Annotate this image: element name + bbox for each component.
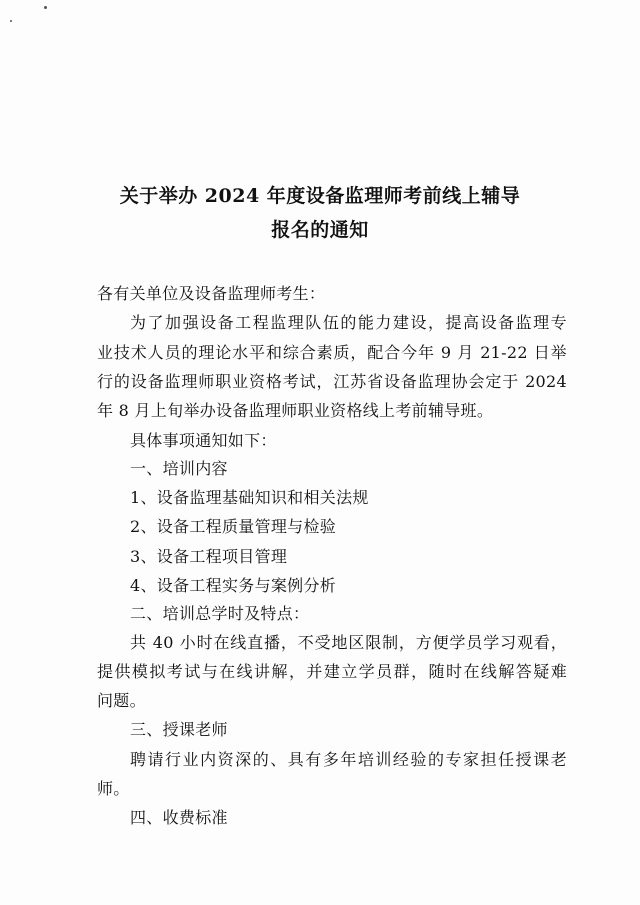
section-heading: 四、收费标准 — [130, 808, 228, 827]
paragraph-line: 业技术人员的理论水平和综合素质，配合今年 9 月 21-22 日举 — [97, 343, 567, 362]
paragraph-line: 问题。 — [97, 691, 146, 710]
list-item: 4、设备工程实务与案例分析 — [130, 576, 337, 595]
scan-speck — [44, 6, 47, 9]
list-item: 2、设备工程质量管理与检验 — [130, 517, 337, 536]
paragraph-line: 为了加强设备工程监理队伍的能力建设，提高设备监理专 — [130, 313, 567, 332]
list-item: 3、设备工程项目管理 — [130, 547, 288, 566]
paragraph-line: 共 40 小时在线直播，不受地区限制，方便学员学习观看， — [130, 633, 567, 652]
paragraph-line: 行的设备监理师职业资格考试，江苏省设备监理协会定于 2024 — [97, 372, 567, 391]
salutation: 各有关单位及设备监理师考生： — [97, 284, 326, 303]
list-item: 1、设备监理基础知识和相关法规 — [130, 488, 369, 507]
intro-text: 具体事项通知如下： — [130, 431, 277, 450]
document-title-line-1: 关于举办 2024 年度设备监理师考前线上辅导 — [119, 185, 521, 207]
paragraph-line: 聘请行业内资深的、具有多年培训经验的专家担任授课老 — [130, 750, 567, 769]
section-heading: 二、培训总学时及特点： — [130, 604, 310, 623]
paragraph-line: 提供模拟考试与在线讲解，并建立学员群，随时在线解答疑难 — [97, 662, 567, 681]
scan-speck — [10, 20, 12, 22]
document-title-line-2: 报名的通知 — [271, 219, 369, 241]
paragraph-line: 年 8 月上旬举办设备监理师职业资格线上考前辅导班。 — [97, 401, 494, 420]
section-heading: 三、授课老师 — [130, 720, 228, 739]
paragraph-line: 师。 — [97, 779, 130, 798]
section-heading: 一、培训内容 — [130, 459, 228, 478]
